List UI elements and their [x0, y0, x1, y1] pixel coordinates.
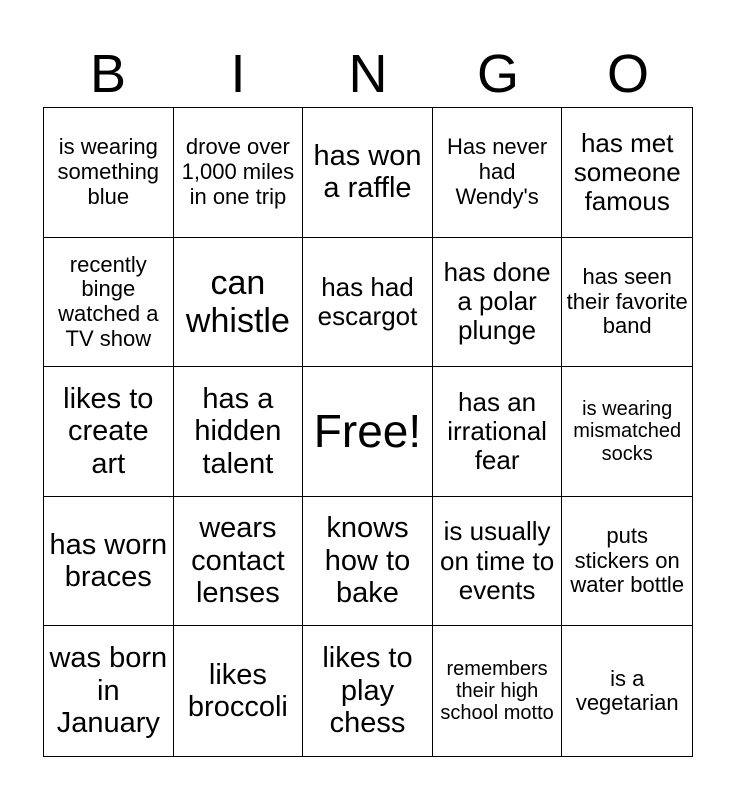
bingo-board	[43, 107, 693, 757]
bingo-cell-r4-c3[interactable]: knows how to bake	[303, 497, 433, 627]
header-letter-o: O	[606, 44, 649, 104]
bingo-cell-r1-c5[interactable]: has met someone famous	[562, 108, 692, 238]
bingo-cell-r2-c1[interactable]: recently binge watched a TV show	[44, 238, 174, 368]
bingo-cell-r2-c4[interactable]: has done a polar plunge	[433, 238, 563, 368]
bingo-cell-r5-c1[interactable]: was born in January	[44, 626, 174, 756]
bingo-cell-r1-c1[interactable]: is wearing something blue	[44, 108, 174, 238]
bingo-header	[43, 40, 693, 108]
bingo-cell-r4-c1[interactable]: has worn braces	[44, 497, 174, 627]
bingo-cell-r2-c2[interactable]: can whistle	[174, 238, 304, 368]
free-space[interactable]: Free!	[303, 367, 433, 497]
bingo-cell-r1-c2[interactable]: drove over 1,000 miles in one trip	[174, 108, 304, 238]
header-letter-i: I	[230, 44, 246, 104]
bingo-cell-r3-c4[interactable]: has an irrational fear	[433, 367, 563, 497]
header-letter-b: B	[89, 44, 127, 104]
bingo-cell-r1-c4[interactable]: Has never had Wendy's	[433, 108, 563, 238]
bingo-cell-r1-c3[interactable]: has won a raffle	[303, 108, 433, 238]
bingo-cell-r4-c5[interactable]: puts stickers on water bottle	[562, 497, 692, 627]
bingo-cell-r2-c3[interactable]: has had escargot	[303, 238, 433, 368]
header-letter-g: G	[476, 44, 519, 104]
bingo-cell-r5-c2[interactable]: likes broccoli	[174, 626, 304, 756]
bingo-cell-r5-c5[interactable]: is a vegetarian	[575, 665, 679, 716]
bingo-cell-r2-c5[interactable]: has seen their favorite band	[562, 238, 692, 368]
bingo-cell-r5-c3[interactable]: likes to play chess	[303, 626, 433, 756]
header-letter-n: N	[348, 44, 388, 104]
bingo-cell-r3-c2[interactable]: has a hidden talent	[174, 367, 304, 497]
bingo-cell-r4-c4[interactable]: is usually on time to events	[433, 497, 563, 627]
bingo-cell-r3-c5[interactable]: is wearing mismatched socks	[562, 367, 692, 497]
bingo-cell-r4-c2[interactable]: wears contact lenses	[174, 497, 304, 627]
bingo-cell-r3-c1[interactable]: likes to create art	[44, 367, 174, 497]
bingo-cell-r5-c4[interactable]: remembers their high school motto	[433, 626, 563, 756]
